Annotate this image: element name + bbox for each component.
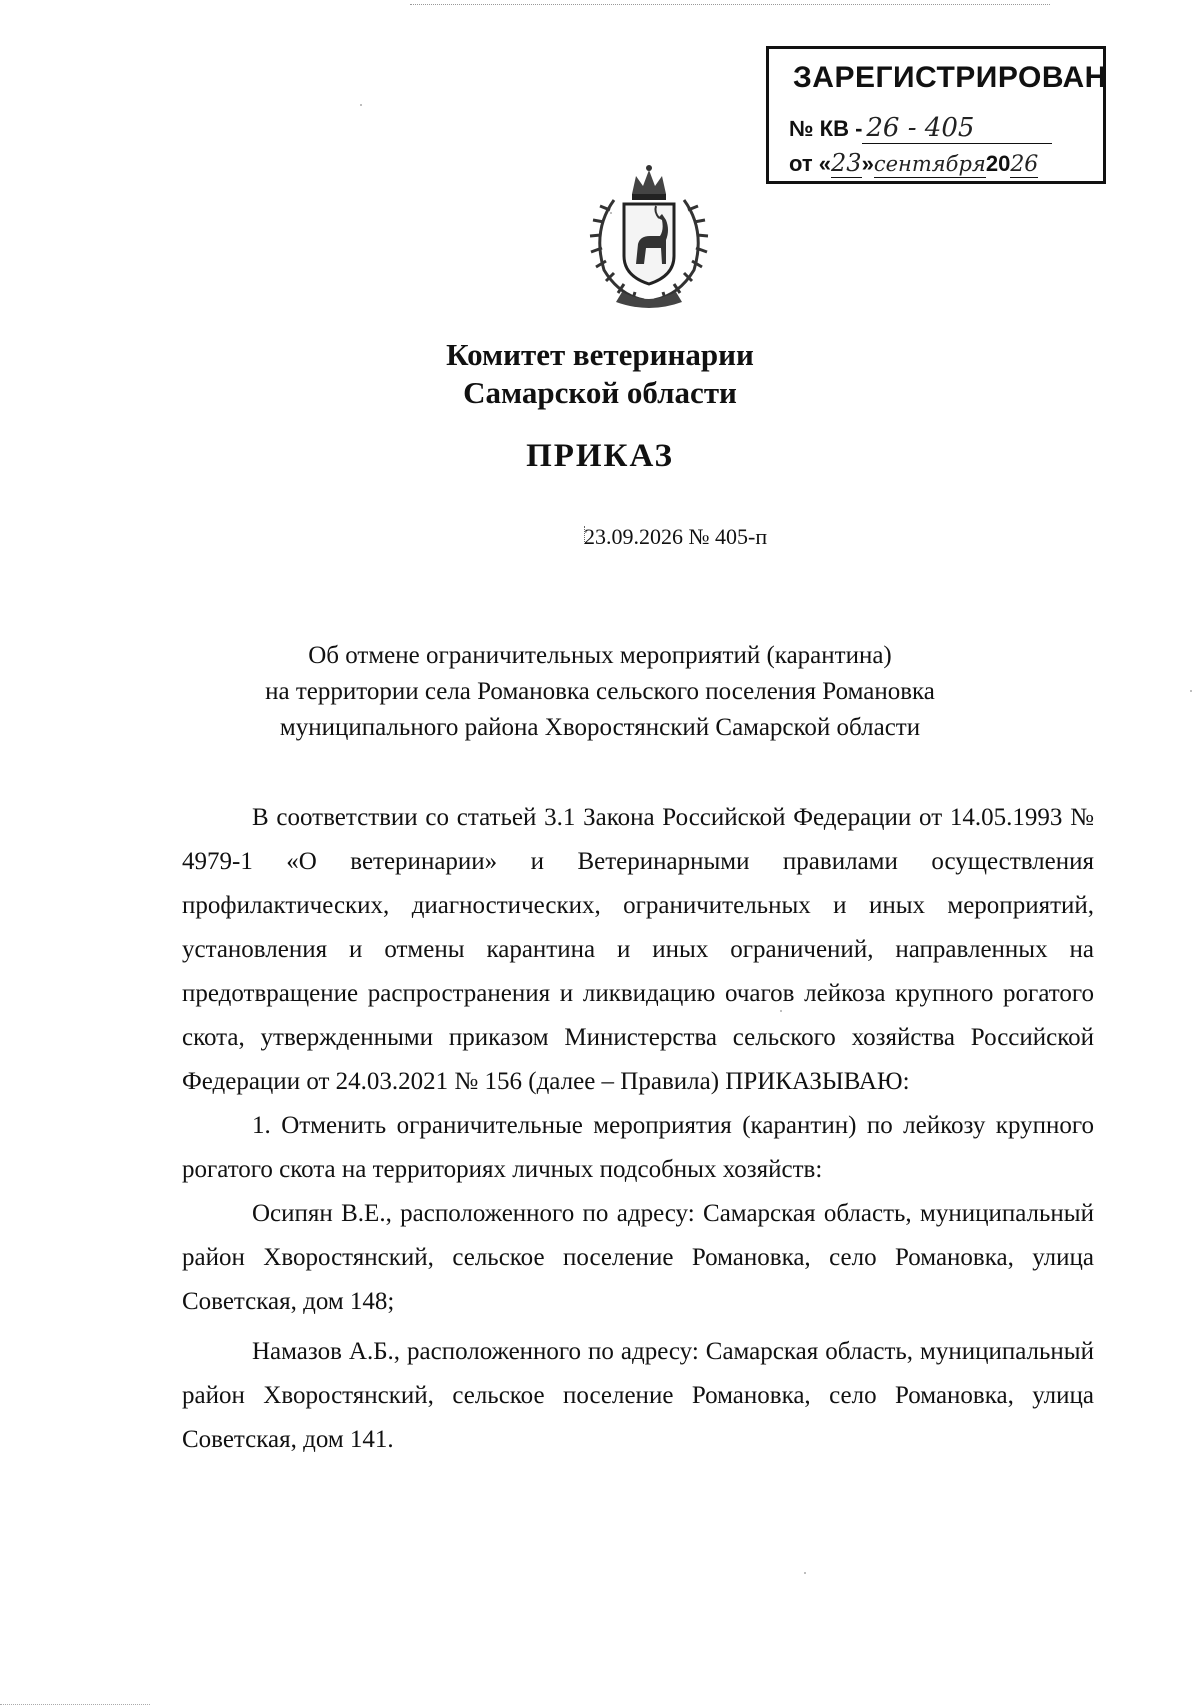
stamp-number-field (862, 113, 1052, 144)
farm-entry-namazov: Намазов А.Б., расположенного по адресу: Самарская область, муниципальный район Хворостянский, сельское поселение Романовка, село Романовка, улица Советская, дом 141. (182, 1338, 1094, 1453)
stamp-day-field (831, 149, 862, 178)
org-name-line2: Самарской области (463, 375, 737, 410)
preamble-paragraph: В соответствии со статьей 3.1 Закона Российской Федерации от 14.05.1993 № 4979-1 «О ветеринарии» и Ветеринарными правилами осуществления профилактических, диагностических, ограничительных и иных мероприятий, установления и отмены карантина и иных ограничений, направленных на предотвращение распространения и ликвидацию очагов лейкоза крупного рогатого скота, утвержденными приказом Министерства сельского хозяйства Российской Федерации от 24.03.2021 № 156 (далее – Правила) ПРИКАЗЫВАЮ: (182, 804, 1094, 1095)
coat-of-arms-icon (574, 160, 724, 310)
scan-speck (1190, 690, 1192, 692)
scan-speck (360, 104, 362, 106)
stamp-year-handwritten: 26 (1010, 152, 1039, 177)
stamp-year-field (1010, 151, 1038, 178)
document-body (182, 796, 1094, 1462)
subject-line1: Об отмене ограничительных мероприятий (карантина) (308, 642, 892, 669)
stamp-number-line (789, 113, 1052, 144)
stamp-number-prefix: № КВ - (789, 116, 863, 141)
stamp-title: ЗАРЕГИСТРИРОВАН (793, 61, 1107, 94)
subject-line3: муниципального района Хворостянский Самарской области (279, 714, 921, 741)
document-number: 23.09.2026 № 405-п (584, 524, 768, 549)
scan-speck (804, 1572, 806, 1574)
order-item-1: 1. Отменить ограничительные мероприятия (карантин) по лейкозу крупного рогатого скота на территориях личных подсобных хозяйств: (182, 1112, 1094, 1183)
stamp-day-handwritten: 23 (831, 149, 862, 177)
registration-stamp (766, 46, 1106, 184)
stamp-day-close: » (861, 151, 874, 176)
stamp-date-line (789, 149, 1038, 178)
stamp-date-prefix: от « (789, 151, 832, 176)
stamp-number-handwritten: 26 - 405 (866, 113, 975, 143)
subject-line2: на территории села Романовка сельского поселения Романовка (265, 678, 935, 705)
stamp-year-printed: 20 (985, 151, 1011, 176)
scan-artifact-line (0, 1704, 150, 1705)
farm-entry-osipyan: Осипян В.Е., расположенного по адресу: Самарская область, муниципальный район Хворостянский, сельское поселение Романовка, село Романовка, улица Советская, дом 148; (182, 1200, 1094, 1315)
scan-speck (610, 212, 612, 214)
stamp-month-handwritten: сентября (873, 152, 986, 176)
org-name-line1: Комитет ветеринарии (446, 337, 754, 372)
scan-speck (780, 1010, 782, 1012)
document-type-title: ПРИКАЗ (526, 438, 674, 474)
stamp-month-field (874, 151, 986, 178)
scan-artifact-line (410, 4, 1050, 5)
